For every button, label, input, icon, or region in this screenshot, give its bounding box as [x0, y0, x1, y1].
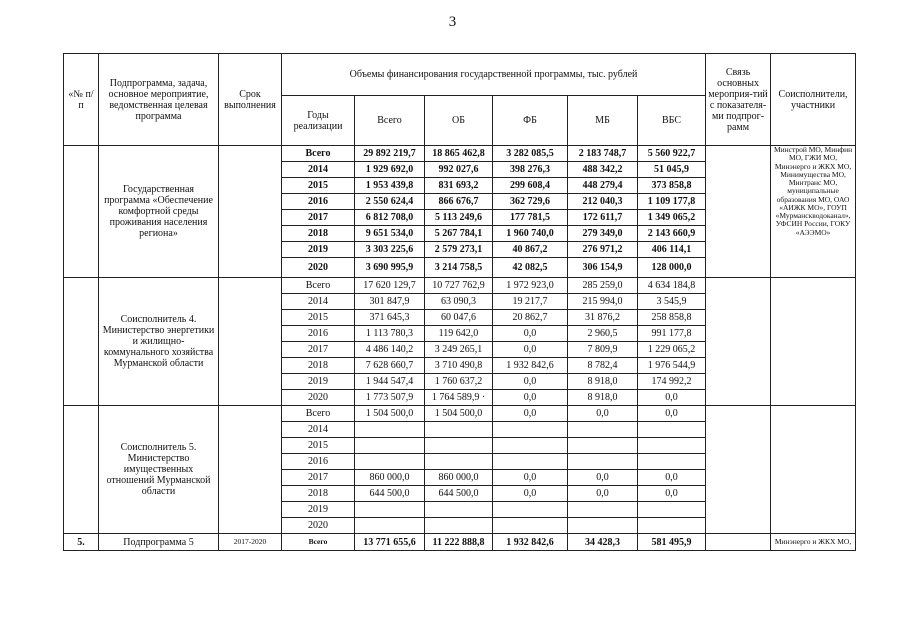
cell-total: 1 929 692,0 — [355, 162, 425, 178]
cell-mb: 0,0 — [568, 406, 638, 422]
cell-mb — [568, 518, 638, 534]
header-mb: МБ — [568, 96, 638, 146]
cell-year: 2018 — [282, 358, 355, 374]
cell-vbs: 2 143 660,9 — [638, 226, 706, 242]
cell-ob: 5 267 784,1 — [425, 226, 493, 242]
cell-total: 1 113 780,3 — [355, 326, 425, 342]
cell-total: 644 500,0 — [355, 486, 425, 502]
cell-ob: 831 693,2 — [425, 178, 493, 194]
cell-fb: 0,0 — [493, 374, 568, 390]
cell-year: 2015 — [282, 178, 355, 194]
block-link-cell — [706, 278, 771, 406]
cell-ob: 2 579 273,1 — [425, 242, 493, 258]
cell-mb: 212 040,3 — [568, 194, 638, 210]
cell-ob: 5 113 249,6 — [425, 210, 493, 226]
cell-vbs — [638, 518, 706, 534]
cell-mb: 215 994,0 — [568, 294, 638, 310]
header-ob: ОБ — [425, 96, 493, 146]
cell-ob: 119 642,0 — [425, 326, 493, 342]
cell-vbs: 1 349 065,2 — [638, 210, 706, 226]
cell-total: 3 690 995,9 — [355, 258, 425, 278]
cell-ob — [425, 438, 493, 454]
cell-fb: 19 217,7 — [493, 294, 568, 310]
cell-year: 2019 — [282, 502, 355, 518]
cell-year: 2018 — [282, 226, 355, 242]
header-funding: Объемы финансирования государственной программы, тыс. рублей — [282, 54, 706, 96]
cell-vbs — [638, 454, 706, 470]
cell-mb: 2 960,5 — [568, 326, 638, 342]
cell-ob — [425, 518, 493, 534]
cell-mb: 285 259,0 — [568, 278, 638, 294]
cell-vbs: 0,0 — [638, 406, 706, 422]
cell-year: 2019 — [282, 374, 355, 390]
header-term: Срок выполнения — [219, 54, 282, 146]
cell-mb — [568, 502, 638, 518]
cell-year: Всего — [282, 406, 355, 422]
cell-fb — [493, 454, 568, 470]
cell-fb: 362 729,6 — [493, 194, 568, 210]
cell-mb: 488 342,2 — [568, 162, 638, 178]
cell-total: 9 651 534,0 — [355, 226, 425, 242]
block-term-cell — [219, 406, 282, 534]
cell-fb: 0,0 — [493, 486, 568, 502]
cell-vbs: 1 109 177,8 — [638, 194, 706, 210]
cell-ob: 860 000,0 — [425, 470, 493, 486]
cell-mb: 2 183 748,7 — [568, 146, 638, 162]
cell-year: 2016 — [282, 454, 355, 470]
cell-ob: 3 214 758,5 — [425, 258, 493, 278]
cell-vbs — [638, 502, 706, 518]
cell-year: 2014 — [282, 294, 355, 310]
header-num: «№ п/п — [64, 54, 99, 146]
cell-fb: 299 608,4 — [493, 178, 568, 194]
last-cell-label: Подпрограмма 5 — [99, 534, 219, 551]
header-program: Подпрограмма, задача, основное мероприятие, ведомственная целевая программа — [99, 54, 219, 146]
cell-ob: 60 047,6 — [425, 310, 493, 326]
cell-mb: 448 279,4 — [568, 178, 638, 194]
cell-total: 17 620 129,7 — [355, 278, 425, 294]
cell-total — [355, 438, 425, 454]
header-link: Связь основных мероприя-тий с показателя-ми подпрог-рамм — [706, 54, 771, 146]
cell-total: 301 847,9 — [355, 294, 425, 310]
cell-fb: 0,0 — [493, 342, 568, 358]
last-cell-coexec: Минэнерго и ЖКХ МО, — [771, 534, 856, 551]
cell-vbs: 991 177,8 — [638, 326, 706, 342]
cell-mb: 306 154,9 — [568, 258, 638, 278]
cell-mb: 8 782,4 — [568, 358, 638, 374]
last-cell-ob: 11 222 888,8 — [425, 534, 493, 551]
cell-fb: 398 276,3 — [493, 162, 568, 178]
block-coexec — [771, 278, 856, 406]
cell-fb — [493, 422, 568, 438]
cell-vbs: 5 560 922,7 — [638, 146, 706, 162]
cell-ob: 644 500,0 — [425, 486, 493, 502]
cell-year: Всего — [282, 278, 355, 294]
cell-vbs: 128 000,0 — [638, 258, 706, 278]
cell-fb — [493, 518, 568, 534]
cell-fb: 0,0 — [493, 390, 568, 406]
cell-year: 2020 — [282, 258, 355, 278]
cell-year: 2020 — [282, 518, 355, 534]
cell-vbs: 0,0 — [638, 470, 706, 486]
cell-ob: 10 727 762,9 — [425, 278, 493, 294]
cell-year: 2015 — [282, 310, 355, 326]
cell-fb: 0,0 — [493, 326, 568, 342]
cell-total — [355, 422, 425, 438]
cell-year: 2017 — [282, 342, 355, 358]
cell-vbs: 406 114,1 — [638, 242, 706, 258]
cell-total: 2 550 624,4 — [355, 194, 425, 210]
cell-year: 2018 — [282, 486, 355, 502]
cell-vbs: 51 045,9 — [638, 162, 706, 178]
cell-ob: 1 764 589,9 · — [425, 390, 493, 406]
cell-vbs: 174 992,2 — [638, 374, 706, 390]
cell-fb — [493, 438, 568, 454]
cell-year: 2014 — [282, 162, 355, 178]
cell-fb: 177 781,5 — [493, 210, 568, 226]
cell-total: 4 486 140,2 — [355, 342, 425, 358]
cell-vbs — [638, 422, 706, 438]
cell-ob: 3 710 490,8 — [425, 358, 493, 374]
cell-ob: 1 504 500,0 — [425, 406, 493, 422]
cell-fb: 3 282 085,5 — [493, 146, 568, 162]
cell-fb: 0,0 — [493, 406, 568, 422]
cell-year: 2015 — [282, 438, 355, 454]
cell-fb: 40 867,2 — [493, 242, 568, 258]
cell-vbs — [638, 438, 706, 454]
cell-vbs: 0,0 — [638, 486, 706, 502]
cell-mb: 7 809,9 — [568, 342, 638, 358]
cell-vbs: 1 976 544,9 — [638, 358, 706, 374]
block-term-cell — [219, 278, 282, 406]
block-num-cell — [64, 146, 99, 278]
funding-table — [63, 53, 856, 551]
cell-total: 860 000,0 — [355, 470, 425, 486]
cell-ob: 3 249 265,1 — [425, 342, 493, 358]
cell-total: 1 773 507,9 — [355, 390, 425, 406]
cell-total — [355, 502, 425, 518]
cell-ob: 866 676,7 — [425, 194, 493, 210]
block-coexec — [771, 406, 856, 534]
cell-total: 1 504 500,0 — [355, 406, 425, 422]
cell-vbs: 1 229 065,2 — [638, 342, 706, 358]
block-term-cell — [219, 146, 282, 278]
header-fb: ФБ — [493, 96, 568, 146]
cell-year: 2017 — [282, 470, 355, 486]
last-cell-term: 2017-2020 — [219, 534, 282, 551]
cell-year: Всего — [282, 146, 355, 162]
cell-mb — [568, 454, 638, 470]
table-row — [64, 278, 856, 294]
cell-fb: 42 082,5 — [493, 258, 568, 278]
cell-total: 371 645,3 — [355, 310, 425, 326]
cell-vbs: 3 545,9 — [638, 294, 706, 310]
cell-fb: 0,0 — [493, 470, 568, 486]
cell-vbs: 4 634 184,8 — [638, 278, 706, 294]
cell-fb: 1 932 842,6 — [493, 358, 568, 374]
block-num-cell — [64, 278, 99, 406]
table-row — [64, 406, 856, 422]
subprogram-row — [64, 534, 856, 551]
table-row — [64, 146, 856, 162]
last-cell-vbs: 581 495,9 — [638, 534, 706, 551]
header-coexec: Соисполнители, участники — [771, 54, 856, 146]
block-label: Соисполнитель 5. Министерство имущественных отношений Мурманской области — [99, 406, 219, 534]
cell-ob — [425, 422, 493, 438]
last-cell-fb: 1 932 842,6 — [493, 534, 568, 551]
cell-mb: 0,0 — [568, 486, 638, 502]
cell-mb — [568, 422, 638, 438]
last-cell-mb: 34 428,3 — [568, 534, 638, 551]
cell-ob — [425, 502, 493, 518]
last-cell-link — [706, 534, 771, 551]
cell-year: 2016 — [282, 194, 355, 210]
cell-fb: 1 972 923,0 — [493, 278, 568, 294]
cell-mb: 0,0 — [568, 470, 638, 486]
cell-mb: 8 918,0 — [568, 390, 638, 406]
cell-year: 2016 — [282, 326, 355, 342]
header-vbs: ВБС — [638, 96, 706, 146]
cell-fb: 1 960 740,0 — [493, 226, 568, 242]
cell-total — [355, 454, 425, 470]
block-label: Соисполнитель 4. Министерство энергетики и жилищно-коммунального хозяйства Мурманской области — [99, 278, 219, 406]
block-coexec: Минстрой МО, Минфин МО, ГЖИ МО, Минэнерго и ЖКХ МО, Минимущества МО, Минтранс МО, муниципальные образования МО, ОАО «АИЖК МО», ГОУП «Мурманскводоканал», УФСИН России, ГОКУ «АЭЭМО» — [771, 146, 856, 278]
cell-mb: 31 876,2 — [568, 310, 638, 326]
cell-vbs: 0,0 — [638, 390, 706, 406]
cell-total: 3 303 225,6 — [355, 242, 425, 258]
cell-ob: 992 027,6 — [425, 162, 493, 178]
cell-total: 1 953 439,8 — [355, 178, 425, 194]
cell-total — [355, 518, 425, 534]
cell-vbs: 373 858,8 — [638, 178, 706, 194]
cell-mb: 279 349,0 — [568, 226, 638, 242]
cell-ob — [425, 454, 493, 470]
cell-mb: 276 971,2 — [568, 242, 638, 258]
block-link-cell — [706, 406, 771, 534]
cell-mb — [568, 438, 638, 454]
cell-ob: 1 760 637,2 — [425, 374, 493, 390]
cell-vbs: 258 858,8 — [638, 310, 706, 326]
cell-year: 2019 — [282, 242, 355, 258]
cell-fb — [493, 502, 568, 518]
block-num-cell — [64, 406, 99, 534]
header-years: Годы реализации — [282, 96, 355, 146]
cell-year: 2020 — [282, 390, 355, 406]
cell-mb: 8 918,0 — [568, 374, 638, 390]
cell-total: 7 628 660,7 — [355, 358, 425, 374]
cell-year: 2017 — [282, 210, 355, 226]
cell-ob: 18 865 462,8 — [425, 146, 493, 162]
last-cell-num: 5. — [64, 534, 99, 551]
cell-year: 2014 — [282, 422, 355, 438]
page-number: 3 — [448, 14, 457, 30]
cell-fb: 20 862,7 — [493, 310, 568, 326]
cell-total: 6 812 708,0 — [355, 210, 425, 226]
cell-mb: 172 611,7 — [568, 210, 638, 226]
cell-total: 1 944 547,4 — [355, 374, 425, 390]
header-total: Всего — [355, 96, 425, 146]
last-cell-total: 13 771 655,6 — [355, 534, 425, 551]
last-cell-year: Всего — [282, 534, 355, 551]
block-label: Государственная программа «Обеспечение комфортной среды проживания населения региона» — [99, 146, 219, 278]
cell-ob: 63 090,3 — [425, 294, 493, 310]
block-link-cell — [706, 146, 771, 278]
cell-total: 29 892 219,7 — [355, 146, 425, 162]
